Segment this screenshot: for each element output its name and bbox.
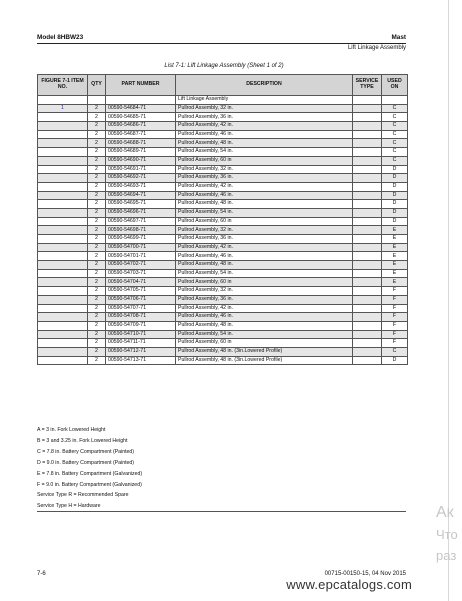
cell-used-on: F (382, 304, 408, 313)
cell-part-number: 00590-54694-71 (106, 191, 176, 200)
cell-figure (38, 200, 88, 209)
cell-qty: 2 (88, 156, 106, 165)
cell-description: Pullrod Assembly, 36 in. (176, 174, 353, 183)
cell-part-number: 00590-54702-71 (106, 261, 176, 270)
cell-figure (38, 321, 88, 330)
table-row (38, 304, 408, 313)
notes-legend (37, 425, 142, 512)
header-subsection: Lift Linkage Assembly (347, 45, 406, 51)
cell-description: Pullrod Assembly, 60 in (176, 217, 353, 226)
cell-figure (38, 304, 88, 313)
cell-part-number: 00590-54712-71 (106, 347, 176, 356)
cell-service-type (353, 182, 382, 191)
cell-service-type (353, 165, 382, 174)
cell-service-type (353, 148, 382, 157)
cell-description: Lift Linkage Assembly (176, 96, 353, 105)
cell-part-number: 00590-54708-71 (106, 313, 176, 322)
cell-description: Pullrod Assembly, 60 in (176, 278, 353, 287)
cell-used-on: D (382, 191, 408, 200)
cell-used-on: C (382, 104, 408, 113)
table-row (38, 156, 408, 165)
cell-used-on: E (382, 243, 408, 252)
table-row (38, 182, 408, 191)
cell-service-type (353, 191, 382, 200)
col-header-description: DESCRIPTION (176, 75, 353, 96)
table-row (38, 148, 408, 157)
parts-table (37, 74, 408, 365)
cell-qty: 2 (88, 278, 106, 287)
table-row (38, 104, 408, 113)
cell-description: Pullrod Assembly, 36 in. (176, 295, 353, 304)
cell-figure (38, 156, 88, 165)
cell-description: Pullrod Assembly, 60 in (176, 339, 353, 348)
cell-part-number: 00590-54684-71 (106, 104, 176, 113)
cell-figure (38, 330, 88, 339)
cell-qty: 2 (88, 217, 106, 226)
cell-used-on: C (382, 130, 408, 139)
overlay-text: Что (436, 527, 458, 542)
cell-used-on: C (382, 113, 408, 122)
cell-used-on: D (382, 208, 408, 217)
cell-part-number (106, 96, 176, 105)
cell-qty: 2 (88, 130, 106, 139)
cell-qty: 2 (88, 165, 106, 174)
cell-description: Pullrod Assembly, 54 in. (176, 148, 353, 157)
cell-figure (38, 208, 88, 217)
note-line: A = 3 in. Fork Lowered Height (37, 427, 106, 433)
cell-part-number: 00590-54709-71 (106, 321, 176, 330)
page-number: 7-6 (37, 571, 46, 577)
cell-service-type (353, 208, 382, 217)
cell-used-on: E (382, 252, 408, 261)
cell-part-number: 00590-54689-71 (106, 148, 176, 157)
cell-service-type (353, 130, 382, 139)
table-row (38, 122, 408, 131)
cell-service-type (353, 269, 382, 278)
cell-part-number: 00590-54698-71 (106, 226, 176, 235)
cell-description: Pullrod Assembly, 48 in. (176, 261, 353, 270)
cell-used-on: C (382, 347, 408, 356)
cell-part-number: 00590-54685-71 (106, 113, 176, 122)
cell-description: Pullrod Assembly, 36 in. (176, 113, 353, 122)
cell-service-type (353, 235, 382, 244)
cell-figure (38, 269, 88, 278)
cell-description: Pullrod Assembly, 36 in. (176, 235, 353, 244)
cell-part-number: 00590-54692-71 (106, 174, 176, 183)
cell-part-number: 00590-54686-71 (106, 122, 176, 131)
cell-qty: 2 (88, 200, 106, 209)
cell-qty: 2 (88, 208, 106, 217)
cell-description: Pullrod Assembly, 32 in. (176, 104, 353, 113)
cell-used-on (382, 96, 408, 105)
cell-service-type (353, 261, 382, 270)
overlay-text: раз (436, 548, 457, 563)
table-row (38, 130, 408, 139)
cell-figure (38, 174, 88, 183)
cell-part-number: 00590-54705-71 (106, 287, 176, 296)
cell-used-on: E (382, 261, 408, 270)
table-row (38, 191, 408, 200)
cell-service-type (353, 174, 382, 183)
cell-used-on: F (382, 321, 408, 330)
table-row (38, 113, 408, 122)
cell-part-number: 00590-54704-71 (106, 278, 176, 287)
cell-figure (38, 252, 88, 261)
cell-used-on: E (382, 278, 408, 287)
table-row (38, 226, 408, 235)
cell-qty: 2 (88, 313, 106, 322)
cell-used-on: C (382, 156, 408, 165)
cell-figure (38, 295, 88, 304)
note-line: Service Type R = Recommended Spare (37, 492, 129, 499)
cell-qty: 2 (88, 182, 106, 191)
cell-part-number: 00590-54706-71 (106, 295, 176, 304)
cell-used-on: F (382, 295, 408, 304)
cell-description: Pullrod Assembly, 48 in. (3in.Lowered Profile) (176, 356, 353, 365)
cell-part-number: 00590-54691-71 (106, 165, 176, 174)
cell-figure (38, 96, 88, 105)
table-row (38, 165, 408, 174)
header-rule (37, 43, 406, 44)
cell-figure (38, 139, 88, 148)
cell-part-number: 00590-54690-71 (106, 156, 176, 165)
cell-figure (38, 113, 88, 122)
cell-description: Pullrod Assembly, 60 in (176, 156, 353, 165)
cell-figure (38, 226, 88, 235)
cell-figure (38, 182, 88, 191)
cell-figure (38, 130, 88, 139)
cell-description: Pullrod Assembly, 46 in. (176, 191, 353, 200)
cell-figure (38, 165, 88, 174)
table-row (38, 217, 408, 226)
table-row (38, 278, 408, 287)
cell-service-type (353, 356, 382, 365)
note-line: Service Type H = Hardware (37, 503, 101, 510)
cell-part-number: 00590-54695-71 (106, 200, 176, 209)
cell-part-number: 00590-54707-71 (106, 304, 176, 313)
notes-rule (37, 511, 406, 512)
cell-used-on: F (382, 287, 408, 296)
note-line: B = 3 and 3.25 in. Fork Lowered Height (37, 437, 128, 444)
table-row (38, 339, 408, 348)
table-row (38, 235, 408, 244)
cell-qty: 2 (88, 148, 106, 157)
cell-qty: 2 (88, 252, 106, 261)
note-line: D = 9.0 in. Battery Compartment (Painted) (37, 459, 135, 466)
cell-figure (38, 339, 88, 348)
cell-description: Pullrod Assembly, 54 in. (176, 208, 353, 217)
cell-service-type (353, 339, 382, 348)
cell-figure (38, 287, 88, 296)
note-line: C = 7.8 in. Battery Compartment (Painted) (37, 448, 135, 455)
cell-part-number: 00590-54697-71 (106, 217, 176, 226)
cell-service-type (353, 252, 382, 261)
cell-used-on: F (382, 330, 408, 339)
cell-used-on: D (382, 174, 408, 183)
cell-qty: 2 (88, 104, 106, 113)
table-body (38, 96, 408, 365)
cell-qty: 2 (88, 243, 106, 252)
col-header-part-number: PART NUMBER (106, 75, 176, 96)
cell-description: Pullrod Assembly, 46 in. (176, 130, 353, 139)
cell-qty: 2 (88, 356, 106, 365)
cell-description: Pullrod Assembly, 32 in. (176, 287, 353, 296)
cell-qty: 2 (88, 295, 106, 304)
cell-used-on: C (382, 139, 408, 148)
cell-part-number: 00590-54700-71 (106, 243, 176, 252)
watermark: www.epcatalogs.com (286, 577, 412, 592)
cell-description: Pullrod Assembly, 48 in. (176, 200, 353, 209)
cell-figure (38, 278, 88, 287)
cell-qty: 2 (88, 139, 106, 148)
table-row (38, 208, 408, 217)
cell-qty: 2 (88, 174, 106, 183)
cell-qty: 2 (88, 226, 106, 235)
cell-part-number: 00590-54699-71 (106, 235, 176, 244)
cell-figure (38, 347, 88, 356)
cell-used-on: D (382, 356, 408, 365)
cell-qty: 2 (88, 321, 106, 330)
cell-description: Pullrod Assembly, 32 in. (176, 165, 353, 174)
cell-service-type (353, 330, 382, 339)
table-row (38, 295, 408, 304)
col-header-figure: FIGURE 7-1 ITEM NO. (38, 75, 88, 96)
cell-service-type (353, 217, 382, 226)
cell-qty: 2 (88, 330, 106, 339)
cell-service-type (353, 243, 382, 252)
table-row (38, 243, 408, 252)
table-row (38, 313, 408, 322)
table-row (38, 347, 408, 356)
cell-used-on: D (382, 217, 408, 226)
cell-figure (38, 356, 88, 365)
cell-description: Pullrod Assembly, 48 in. (176, 139, 353, 148)
cell-used-on: C (382, 122, 408, 131)
cell-used-on: F (382, 313, 408, 322)
overlay-text: Ак (436, 504, 454, 521)
cell-part-number: 00590-54688-71 (106, 139, 176, 148)
table-row (38, 321, 408, 330)
cell-figure (38, 191, 88, 200)
note-line: F = 9.0 in. Battery Compartment (Galvanized) (37, 481, 142, 488)
col-header-used-on: USED ON (382, 75, 408, 96)
cell-figure (38, 122, 88, 131)
cell-description: Pullrod Assembly, 48 in. (176, 321, 353, 330)
cell-service-type (353, 104, 382, 113)
cell-figure (38, 217, 88, 226)
cell-service-type (353, 313, 382, 322)
table-row (38, 269, 408, 278)
cell-service-type (353, 321, 382, 330)
cell-qty: 2 (88, 261, 106, 270)
cell-part-number: 00590-54703-71 (106, 269, 176, 278)
cell-qty: 2 (88, 191, 106, 200)
cell-service-type (353, 304, 382, 313)
cell-figure: 1 (38, 104, 88, 113)
cell-qty: 2 (88, 269, 106, 278)
cell-description: Pullrod Assembly, 42 in. (176, 304, 353, 313)
col-header-service-type: SERVICE TYPE (353, 75, 382, 96)
table-row (38, 330, 408, 339)
table-caption: List 7-1: Lift Linkage Assembly (Sheet 1 of 2) (164, 63, 284, 69)
cell-service-type (353, 226, 382, 235)
cell-figure (38, 261, 88, 270)
cell-service-type (353, 113, 382, 122)
cell-description: Pullrod Assembly, 32 in. (176, 226, 353, 235)
cell-used-on: D (382, 200, 408, 209)
cell-service-type (353, 156, 382, 165)
cell-description: Pullrod Assembly, 42 in. (176, 122, 353, 131)
cell-qty: 2 (88, 235, 106, 244)
cell-description: Pullrod Assembly, 46 in. (176, 313, 353, 322)
cell-part-number: 00590-54711-71 (106, 339, 176, 348)
cell-part-number: 00590-54713-71 (106, 356, 176, 365)
col-header-qty: QTY (88, 75, 106, 96)
cell-figure (38, 148, 88, 157)
cell-service-type (353, 122, 382, 131)
header-model: Model 8HBW23 (37, 34, 84, 41)
cell-description: Pullrod Assembly, 48 in. (3in.Lowered Profile) (176, 347, 353, 356)
cell-qty: 2 (88, 347, 106, 356)
cell-figure (38, 243, 88, 252)
cell-used-on: F (382, 339, 408, 348)
table-row (38, 261, 408, 270)
cell-description: Pullrod Assembly, 42 in. (176, 182, 353, 191)
cell-used-on: E (382, 235, 408, 244)
cell-description: Pullrod Assembly, 54 in. (176, 330, 353, 339)
cell-figure (38, 235, 88, 244)
cell-qty: 2 (88, 287, 106, 296)
cell-part-number: 00590-54696-71 (106, 208, 176, 217)
cell-qty: 2 (88, 339, 106, 348)
cell-service-type (353, 96, 382, 105)
table-row (38, 252, 408, 261)
document-reference: 00715-00150-15, 04 Nov 2015 (324, 571, 406, 577)
cell-service-type (353, 295, 382, 304)
cell-part-number: 00590-54693-71 (106, 182, 176, 191)
cell-qty: 2 (88, 122, 106, 131)
cell-used-on: D (382, 165, 408, 174)
table-row (38, 287, 408, 296)
table-row (38, 96, 408, 105)
table-row (38, 356, 408, 365)
cell-used-on: E (382, 269, 408, 278)
cell-description: Pullrod Assembly, 54 in. (176, 269, 353, 278)
table-header-row (38, 75, 408, 96)
cell-part-number: 00590-54710-71 (106, 330, 176, 339)
cell-service-type (353, 347, 382, 356)
table-row (38, 174, 408, 183)
cell-qty: 2 (88, 304, 106, 313)
cell-used-on: E (382, 226, 408, 235)
cell-qty (88, 96, 106, 105)
cell-description: Pullrod Assembly, 42 in. (176, 243, 353, 252)
cell-part-number: 00590-54687-71 (106, 130, 176, 139)
note-line: E = 7.8 in. Battery Compartment (Galvanized) (37, 470, 143, 477)
cell-service-type (353, 139, 382, 148)
table-row (38, 200, 408, 209)
cell-qty: 2 (88, 113, 106, 122)
cell-service-type (353, 287, 382, 296)
cell-used-on: C (382, 148, 408, 157)
cell-figure (38, 313, 88, 322)
cell-used-on: D (382, 182, 408, 191)
table-row (38, 139, 408, 148)
header-section: Mast (391, 34, 406, 41)
cell-description: Pullrod Assembly, 46 in. (176, 252, 353, 261)
cell-part-number: 00590-54701-71 (106, 252, 176, 261)
cell-service-type (353, 278, 382, 287)
cell-service-type (353, 200, 382, 209)
